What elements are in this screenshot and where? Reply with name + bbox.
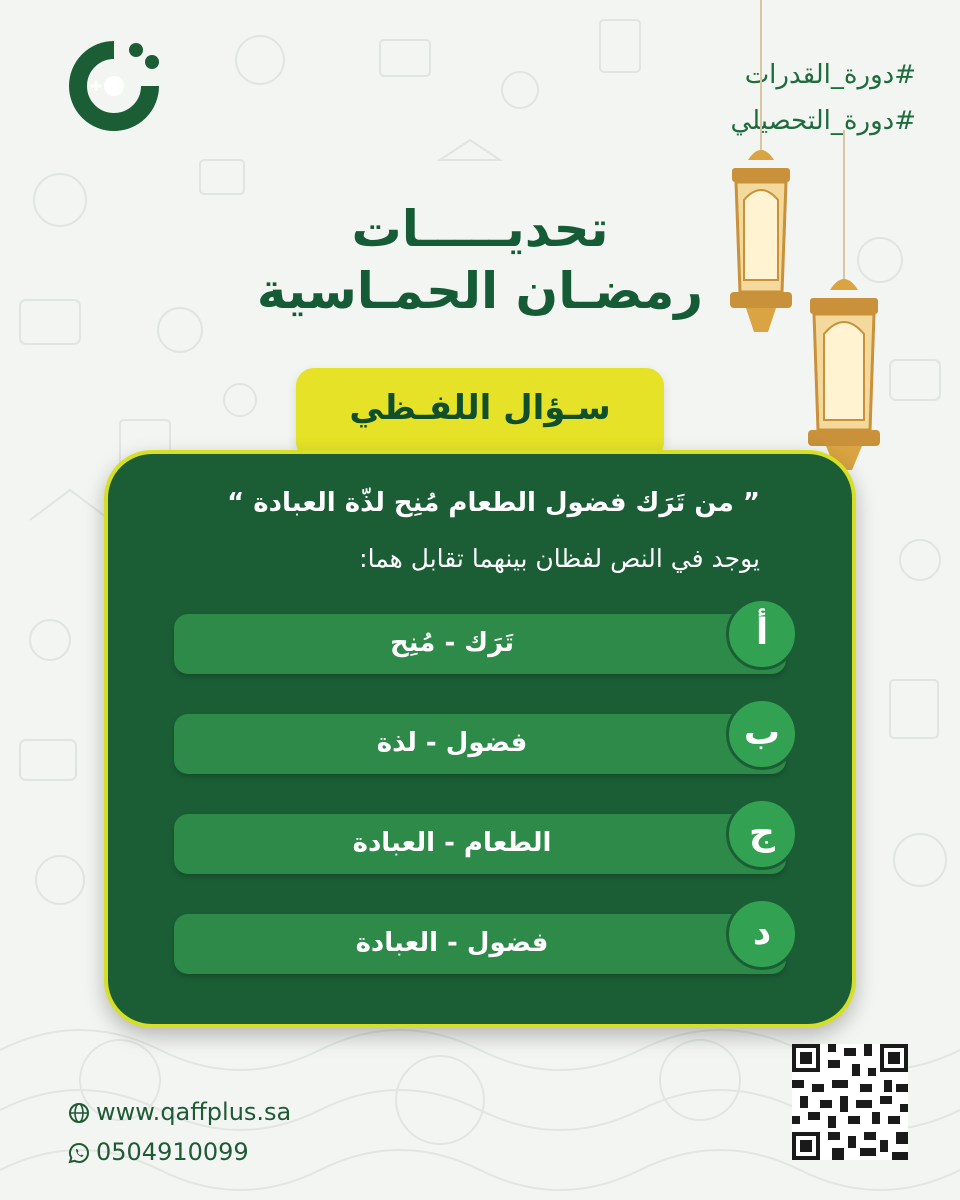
website-link[interactable] [68, 1098, 291, 1126]
option-letter-badge: ج [726, 798, 798, 870]
title-line-2: رمضـان الحمـاسية [256, 262, 704, 320]
qaff-plus-logo [66, 38, 162, 134]
option-text: الطعام - العبادة [352, 828, 552, 858]
question-type-label: سـؤال اللفـظي [349, 388, 611, 428]
option-letter-badge: ب [726, 698, 798, 770]
qr-code[interactable] [792, 1044, 908, 1160]
whatsapp-icon [68, 1142, 90, 1164]
question-quote: ” من تَرَك فضول الطعام مُنِح لذّة العبادة “ [227, 488, 760, 518]
phone-text: 0504910099 [96, 1138, 249, 1166]
phone-link[interactable] [68, 1138, 249, 1166]
hashtag-tahsili[interactable]: #دورة_التحصيلي [730, 106, 916, 136]
option-d[interactable] [174, 914, 786, 974]
website-text: www.qaffplus.sa [96, 1098, 292, 1126]
option-letter-badge: أ [726, 598, 798, 670]
option-letter-badge: د [726, 898, 798, 970]
option-c[interactable] [174, 814, 786, 874]
option-b[interactable] [174, 714, 786, 774]
option-text: فضول - العبادة [355, 928, 549, 958]
question-prompt: يوجد في النص لفظان بينهما تقابل هما: [359, 544, 760, 573]
option-a[interactable] [174, 614, 786, 674]
option-text: فضول - لذة [376, 728, 528, 758]
question-type-badge [296, 368, 664, 460]
title-line-1: تحديـــــات [351, 200, 609, 258]
lantern-icon [798, 130, 890, 480]
hashtag-qudrat[interactable]: #دورة_القدرات [744, 60, 916, 90]
globe-icon [68, 1102, 90, 1124]
option-text: تَرَك - مُنِح [389, 628, 515, 658]
